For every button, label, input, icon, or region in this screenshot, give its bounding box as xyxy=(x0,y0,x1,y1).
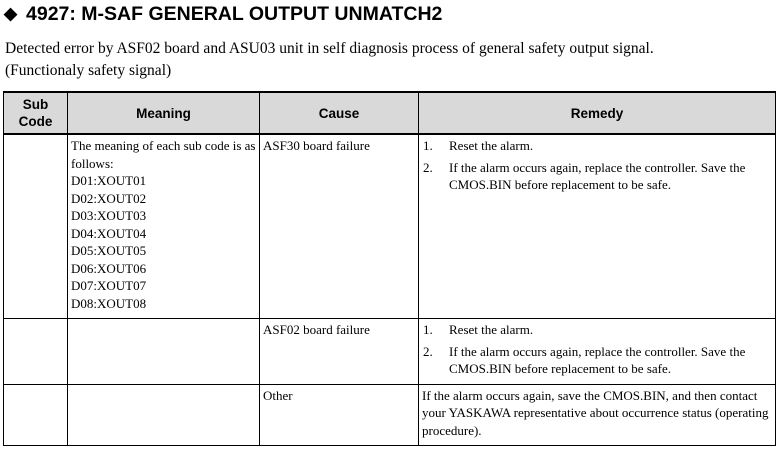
step-number: 2. xyxy=(423,343,433,359)
table-row xyxy=(4,319,776,385)
cell-cause: ASF02 board failure xyxy=(260,319,419,385)
remedy-step xyxy=(422,343,772,378)
cell-remedy xyxy=(419,134,776,319)
cell-cause: ASF30 board failure xyxy=(260,134,419,319)
meaning-code: D07:XOUT07 xyxy=(71,278,147,293)
table-row xyxy=(4,384,776,445)
step-text: If the alarm occurs again, replace the controller. Save the CMOS.BIN before replacement to be safe. xyxy=(449,343,746,376)
step-text: If the alarm occurs again, replace the controller. Save the CMOS.BIN before replacement to be safe. xyxy=(449,159,746,192)
remedy-step xyxy=(422,321,772,339)
cell-cause: Other xyxy=(260,384,419,445)
step-number: 1. xyxy=(423,138,433,153)
description-line-2: (Functionaly safety signal) xyxy=(5,62,172,79)
header-cause: Cause xyxy=(260,92,419,134)
table-header-row xyxy=(4,92,776,134)
remedy-steps xyxy=(422,137,772,194)
meaning-code: D06:XOUT06 xyxy=(71,260,147,276)
cell-subcode xyxy=(4,134,68,319)
cell-meaning xyxy=(68,134,260,319)
cell-subcode xyxy=(4,319,68,385)
remedy-step xyxy=(422,159,772,194)
cell-remedy xyxy=(419,319,776,385)
alarm-description xyxy=(5,38,654,82)
table-row xyxy=(4,134,776,319)
remedy-step xyxy=(422,137,772,155)
meaning-code: D04:XOUT04 xyxy=(71,225,147,241)
meaning-code: D08:XOUT08 xyxy=(71,295,147,311)
meaning-code: D01:XOUT01 xyxy=(71,173,147,188)
header-meaning: Meaning xyxy=(68,92,260,134)
alarm-heading xyxy=(4,3,442,26)
meaning-code: D03:XOUT03 xyxy=(71,208,147,223)
step-number: 2. xyxy=(423,159,433,175)
remedy-steps xyxy=(422,321,772,378)
cell-meaning xyxy=(68,384,260,445)
cell-meaning xyxy=(68,319,260,385)
step-number: 1. xyxy=(423,322,433,337)
step-text: Reset the alarm. xyxy=(449,138,534,153)
alarm-table xyxy=(3,91,776,446)
alarm-title: 4927: M-SAF GENERAL OUTPUT UNMATCH2 xyxy=(26,3,443,25)
cell-subcode xyxy=(4,384,68,445)
meaning-intro: The meaning of each sub code is as follows: xyxy=(71,138,256,171)
cell-remedy: If the alarm occurs again, save the CMOS.BIN, and then contact your YASKAWA representative about occurrence status (operating procedure). xyxy=(419,384,776,445)
header-subcode-line2: Code xyxy=(18,114,53,129)
diamond-bullet-icon: ◆ xyxy=(4,4,18,23)
meaning-code: D05:XOUT05 xyxy=(71,243,147,258)
header-subcode-line1: Sub xyxy=(22,97,49,112)
header-subcode xyxy=(4,92,68,134)
description-line-1: Detected error by ASF02 board and ASU03 unit in self diagnosis process of general safety output signal. xyxy=(5,40,654,57)
header-remedy: Remedy xyxy=(419,92,776,134)
step-text: Reset the alarm. xyxy=(449,322,534,337)
meaning-code: D02:XOUT02 xyxy=(71,190,147,206)
